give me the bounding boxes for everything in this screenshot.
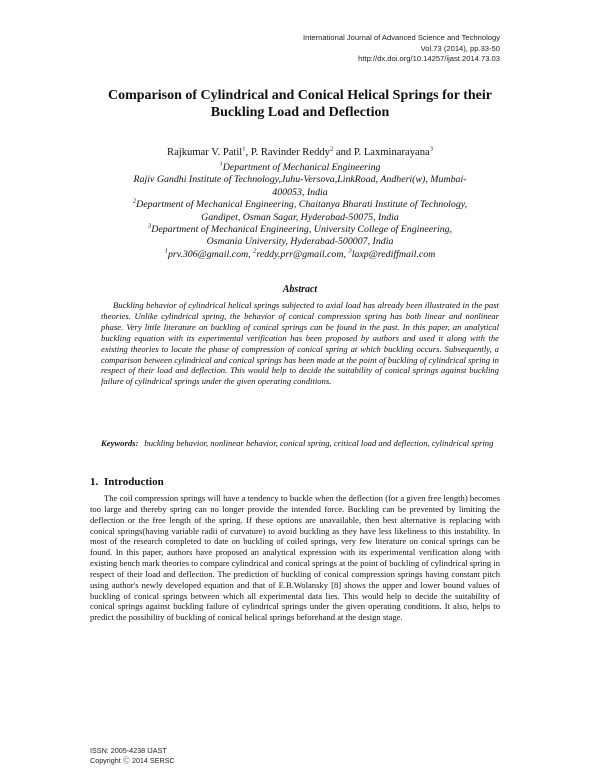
email-1[interactable]: prv.306@gmail.com, (167, 248, 254, 260)
email-2-sup: 2 (253, 247, 257, 255)
title-line-1: Comparison of Cylindrical and Conical Helical Springs for their (108, 88, 492, 103)
journal-volume: Vol.73 (2014), pp.33-50 (420, 43, 500, 53)
author-1: Rajkumar V. Patil (167, 147, 243, 158)
abstract-heading: Abstract (282, 284, 318, 295)
affiliation-2-sup: 2 (132, 197, 137, 205)
author-separator: and (333, 147, 354, 158)
section-title: Introduction (104, 476, 164, 488)
affiliation-2-dept: Department of Mechanical Engineering, Chaitanya Bharati Institute of Technology, (136, 199, 468, 211)
affiliations (90, 162, 510, 261)
affiliation-1-line-3: 400053, India (272, 186, 328, 198)
affiliation-1-sup: 1 (219, 160, 223, 168)
abstract-text: Buckling behavior of cylindrical helical springs subjected to axial load has already been illustrated in the past theories. Unlike cylindrical spring, the behavior of conical compression spring has both linear and nonlinear phase. Very little literature on buckling of conical springs can be found in the past. In this paper, an analytical buckling equation with its experimental verification has been proposed by authors and used it along with the existing theories to locate the phase of compression of conical spring at which buckling occurs. Subsequently, a comparison between cylindrical and conical springs has been made at the point of buckling of cylindrical spring in respect of their load and deflection. This would help to decide the suitability of conical springs against buckling failure of cylindrical springs under the given operating conditions. (101, 300, 499, 387)
author-1-sup: 1 (242, 145, 246, 153)
affiliation-2-line-2: Gandipet, Osman Sagar, Hyderabad-50075, India (201, 211, 399, 223)
author-2-sup: 2 (329, 145, 334, 153)
introduction-paragraph: The coil compression springs will have a tendency to buckle when the deflection (for a given free length) becomes too large and thereby spring can no longer provide the intended force. Buckling can be prevented by limiting the deflection or the free length of the spring. If these options are unavailable, then best alternative is replacing with conical springs(having variable radii of curvature) to avoid buckling as they have less likeliness to this instability. In most of the research completed to date on buckling of coiled springs, very few literature on conical springs can be found. In this paper, authors have proposed an analytical expression with its experimental verification along with existing bench mark theories to compare cylindrical and conical springs at the point of buckling of cylindrical spring in respect of their load and deflection. The prediction of buckling of conical compression springs having constant pitch using author's newly developed equation and that of E.B.Wolansky [8] shows the upper and lower bound values of buckling of conical springs between which all experimental data lies. This would help to decide the suitability of conical springs against buckling failure of cylindrical springs under the given operating conditions. It also, helps to predict the possibility of buckling of conical helical springs beforehand at the design stage. (90, 493, 500, 623)
email-1-sup: 1 (164, 247, 168, 255)
footer-issn: ISSN: 2005-4238 IJAST (90, 746, 167, 755)
section-number: 1. (90, 476, 99, 488)
email-2[interactable]: reddy.prr@gmail.com, (256, 248, 349, 260)
title-line-2: Buckling Load and Deflection (210, 105, 390, 120)
page-footer (90, 746, 175, 766)
journal-doi[interactable]: http://dx.doi.org/10.14257/ijast.2014.73.03 (358, 54, 500, 63)
section-heading-introduction (90, 476, 164, 488)
affiliation-1-dept: Department of Mechanical Engineering (222, 162, 381, 173)
paper-title (90, 87, 510, 121)
keywords-text: buckling behavior, nonlinear behavior, conical spring, critical load and deflection, cylindrical spring (144, 438, 494, 448)
author-3-sup: 3 (429, 145, 433, 153)
keywords-label: Keywords: (101, 438, 139, 448)
keywords (101, 438, 499, 449)
affiliation-2-line-1 (90, 199, 510, 211)
journal-header (303, 33, 500, 65)
affiliation-1-line-1 (90, 162, 510, 174)
author-2: P. Ravinder Reddy (250, 147, 330, 158)
affiliation-3-line-1 (90, 224, 510, 236)
affiliation-3-line-2: Osmania University, Hyderabad-500007, India (206, 236, 394, 248)
footer-copyright: Copyright Ⓒ 2014 SERSC (90, 756, 175, 765)
author-3: P. Laxminarayana (353, 147, 430, 158)
affiliation-3-sup: 3 (147, 222, 152, 230)
email-3-sup: 3 (348, 247, 352, 255)
journal-name: International Journal of Advanced Science and Technology (302, 33, 500, 42)
author-list (90, 147, 510, 158)
email-line (90, 249, 510, 261)
author-separator: , (245, 147, 251, 158)
affiliation-1-line-2: Rajiv Gandhi Institute of Technology,Juhu-Versova,LinkRoad, Andheri(w), Mumbai- (133, 174, 467, 186)
email-3[interactable]: laxp@rediffmail.com (351, 248, 436, 260)
affiliation-3-dept: Department of Mechanical Engineering, University College of Engineering, (151, 224, 453, 236)
